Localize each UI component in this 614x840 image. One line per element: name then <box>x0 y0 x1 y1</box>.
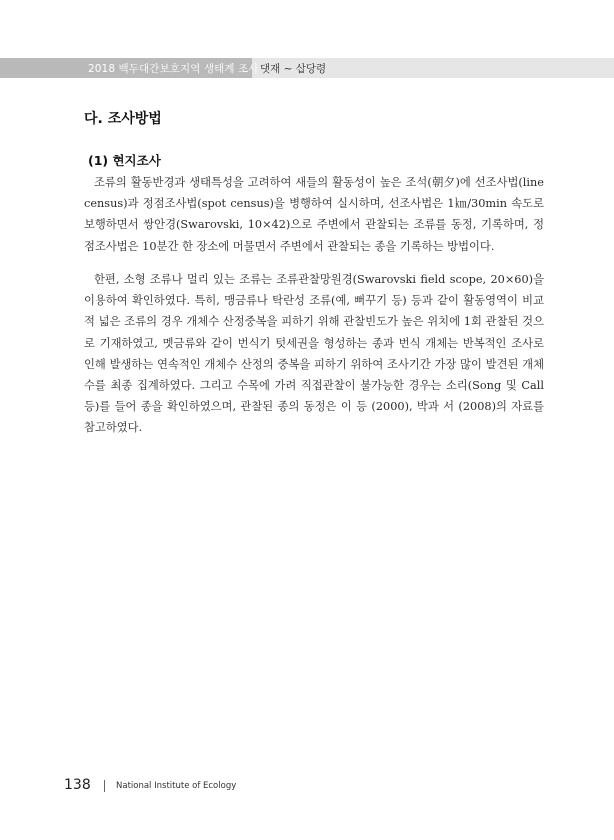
paragraph-observation-details: 한편, 소형 조류나 멀리 있는 조류는 조류관찰망원경(Swarovski field scope, 20×60)을 이용하여 확인하였다. 특히, 맹금류나 탁란성 조류(예, 뻐꾸기 등) 등과 같이 활동영역이 비교적 넓은 조류의 경우 개체수 산정중복을 피하기 위해 관찰빈도가 높은 위치에 1회 관찰된 것으로 기재하였고, 멧금류와 같이 번식기 텃세권을 형성하는 종과 번식 개체는 반복적인 조사로 인해 발생하는 연속적인 개체수 산정의 중복을 피하기 위하여 조사기간 가장 많이 발견된 개체수를 최종 집계하였다. 그리고 수목에 가려 직접관찰이 불가능한 경우는 소리(Song 및 Call 등)를 들어 종을 확인하였으며, 관찰된 종의 동정은 이 등 (2000), 박과 서 (2008)의 자료를 참고하였다. <box>84 273 544 435</box>
subsection-title: (1) 현지조사 <box>88 153 161 168</box>
page-number: 138 <box>64 777 91 793</box>
paragraph-survey-method: 조류의 활동반경과 생태특성을 고려하여 새들의 활동성이 높은 조석(朝夕)에 선조사법(line census)과 정점조사법(spot census)을 병행하여 실시하며, 선조사법은 1㎞/30min 속도로 보행하면서 쌍안경(Swarovski, 10×42)으로 주변에서 관찰되는 조류를 동정, 기록하며, 정점조사법은 10분간 한 장소에 머물면서 주변에서 관찰되는 종을 기록하는 방법이다. <box>84 176 544 253</box>
section-title: 다. 조사방법 <box>84 111 162 127</box>
page-header <box>0 0 614 80</box>
footer-organization: National Institute of Ecology <box>116 781 237 791</box>
footer-divider <box>104 780 105 792</box>
survey-section-label: 댓재 ~ 삽당령 <box>260 63 327 75</box>
report-title: 2018 백두대간보호지역 생태계 조사 <box>88 63 259 75</box>
